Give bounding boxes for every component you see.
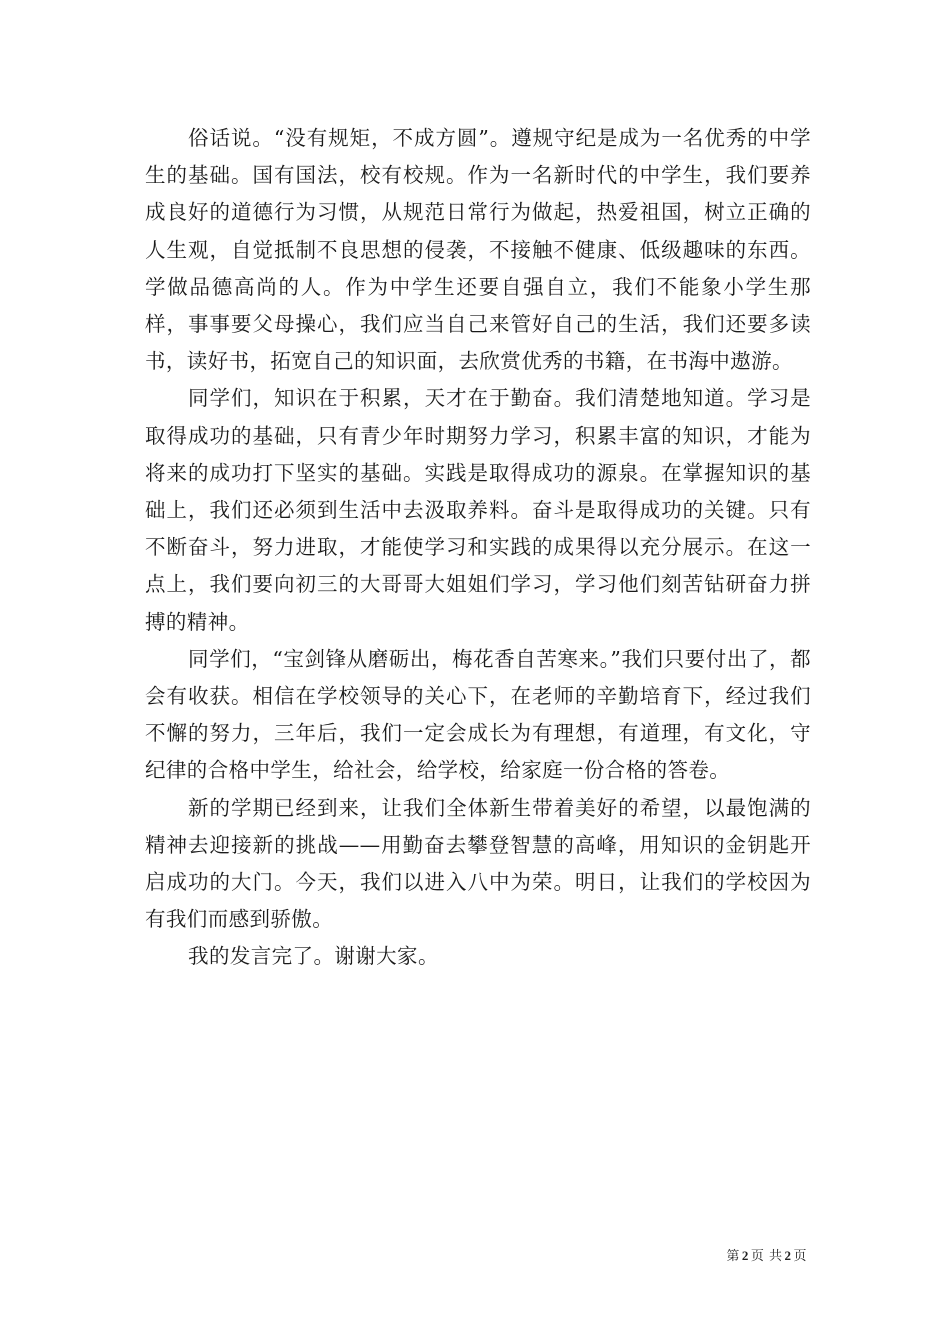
footer-suffix: 页 [793,1249,807,1264]
page-footer [726,1245,807,1264]
paragraph-4: 新的学期已经到来，让我们全体新生带着美好的希望，以最饱满的精神去迎接新的挑战——用勤奋去攀登智慧的高峰，用知识的金钥匙开启成功的大门。今天，我们以进入八中为荣。明日，让我们的学校因为有我们而感到骄傲。 [145,795,811,932]
footer-current-page: 2 [741,1248,749,1263]
paragraph-1: 俗话说。“没有规矩，不成方圆”。遵规守纪是成为一名优秀的中学生的基础。国有国法，校有校规。作为一名新时代的中学生，我们要养成良好的道德行为习惯，从规范日常行为做起，热爱祖国，树立正确的人生观，自觉抵制不良思想的侵袭，不接触不健康、低级趣味的东西。学做品德高尚的人。作为中学生还要自强自立，我们不能象小学生那样，事事要父母操心，我们应当自己来管好自己的生活，我们还要多读书，读好书，拓宽自己的知识面，去欣赏优秀的书籍，在书海中遨游。 [145,126,811,374]
document-body [145,120,811,976]
paragraph-3: 同学们，“宝剑锋从磨砺出，梅花香自苦寒来。”我们只要付出了，都会有收获。相信在学校领导的关心下，在老师的辛勤培育下，经过我们不懈的努力，三年后，我们一定会成长为有理想，有道理，有文化，守纪律的合格中学生，给社会，给学校，给家庭一份合格的答卷。 [145,646,811,783]
footer-middle: 页 共 [750,1249,783,1264]
footer-prefix: 第 [726,1249,740,1264]
paragraph-2: 同学们，知识在于积累，天才在于勤奋。我们清楚地知道。学习是取得成功的基础，只有青少年时期努力学习，积累丰富的知识，才能为将来的成功打下坚实的基础。实践是取得成功的源泉。在掌握知识的基础上，我们还必须到生活中去汲取养料。奋斗是取得成功的关键。只有不断奋斗，努力进取，才能使学习和实践的成果得以充分展示。在这一点上，我们要向初三的大哥哥大姐姐们学习，学习他们刻苦钻研奋力拼搏的精神。 [145,386,811,634]
footer-total-pages: 2 [784,1248,792,1263]
paragraph-5: 我的发言完了。谢谢大家。 [188,944,439,969]
